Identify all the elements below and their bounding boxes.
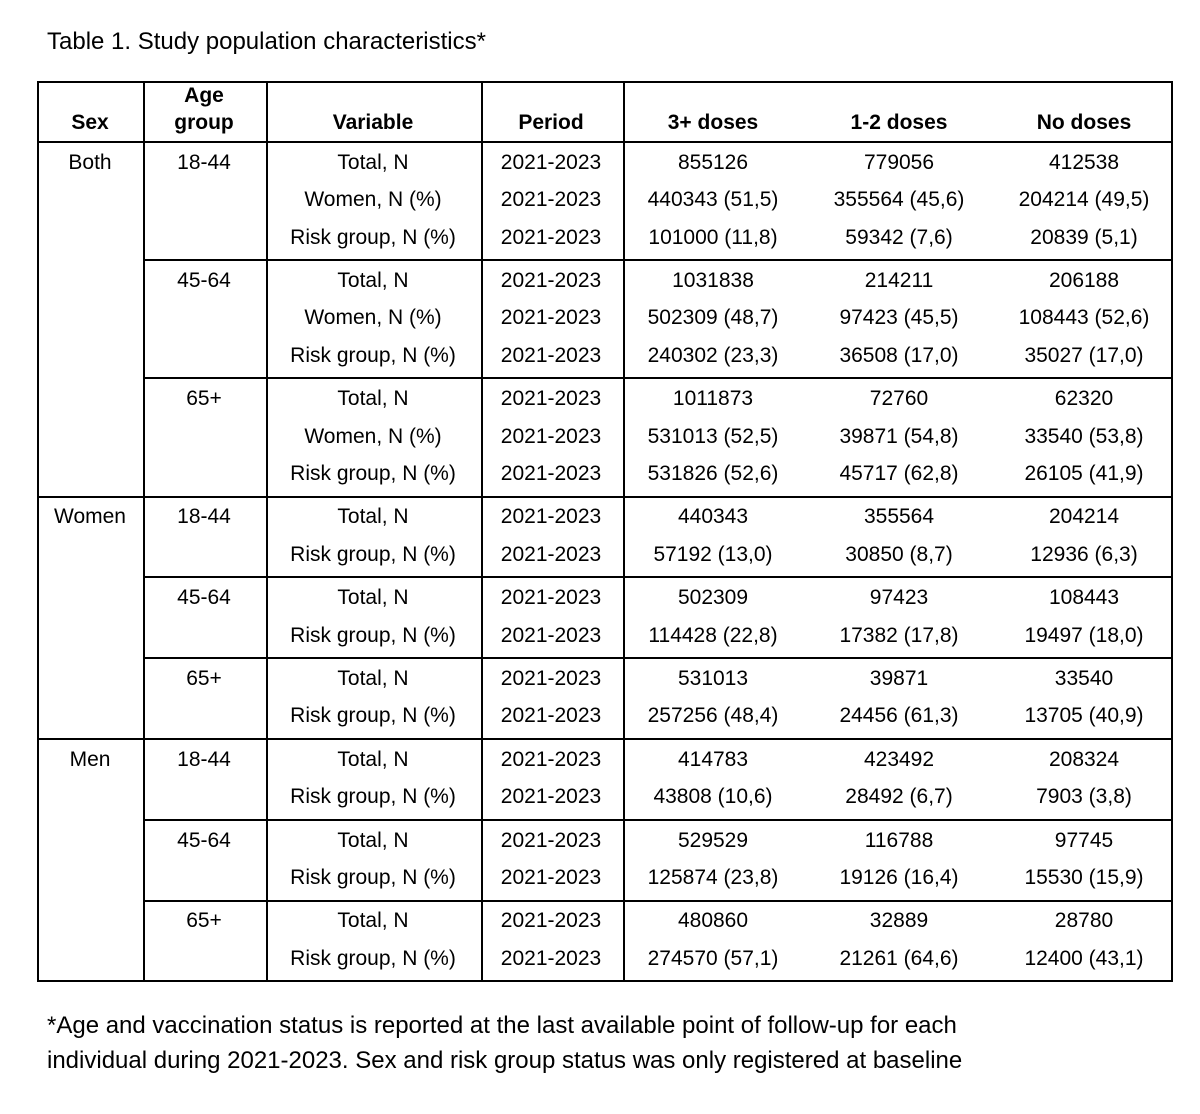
row-divider <box>143 819 1173 821</box>
cell-1-2-doses: 19126 (16,4) <box>839 865 959 889</box>
cell-3plus-doses: 529529 <box>677 828 749 852</box>
cell-3plus-doses: 1011873 <box>672 387 754 411</box>
cell-1-2-doses: 45717 (62,8) <box>839 461 959 485</box>
cell-no-doses: 12936 (6,3) <box>1030 542 1138 566</box>
cell-3plus-doses: 257256 (48,4) <box>647 704 779 728</box>
cell-no-doses: 204214 (49,5) <box>1018 188 1150 212</box>
cell-no-doses: 26105 (41,9) <box>1024 461 1144 485</box>
column-divider <box>143 81 145 982</box>
cell-no-doses: 412538 <box>1048 150 1120 174</box>
footnote <box>47 1008 1167 1078</box>
cell-variable: Total, N <box>337 150 409 174</box>
cell-no-doses: 15530 (15,9) <box>1024 865 1144 889</box>
cell-variable: Risk group, N (%) <box>290 343 456 367</box>
cell-variable: Total, N <box>337 586 409 610</box>
cell-1-2-doses: 28492 (6,7) <box>845 785 953 809</box>
cell-1-2-doses: 423492 <box>863 747 935 771</box>
age-group-label: 45-64 <box>177 268 231 292</box>
cell-1-2-doses: 72760 <box>869 387 929 411</box>
cell-1-2-doses: 116788 <box>864 828 934 852</box>
cell-3plus-doses: 440343 (51,5) <box>647 188 779 212</box>
cell-period: 2021-2023 <box>500 747 602 771</box>
cell-variable: Total, N <box>337 828 409 852</box>
cell-3plus-doses: 440343 <box>677 505 749 529</box>
table-title: Table 1. Study population characteristics* <box>47 28 486 55</box>
cell-period: 2021-2023 <box>500 623 602 647</box>
header-3plus-doses: 3+ doses <box>667 111 759 134</box>
age-group-label: 18-44 <box>177 150 231 174</box>
age-group-label: 45-64 <box>177 828 231 852</box>
cell-period: 2021-2023 <box>500 704 602 728</box>
cell-variable: Women, N (%) <box>304 424 442 448</box>
cell-period: 2021-2023 <box>500 666 602 690</box>
age-group-label: 65+ <box>186 387 222 411</box>
cell-3plus-doses: 114428 (22,8) <box>648 623 778 647</box>
cell-no-doses: 206188 <box>1048 268 1120 292</box>
cell-1-2-doses: 39871 (54,8) <box>839 424 959 448</box>
age-group-label: 18-44 <box>177 747 231 771</box>
table-top-border <box>37 81 1173 83</box>
cell-1-2-doses: 36508 (17,0) <box>839 343 959 367</box>
sex-label: Both <box>68 150 112 174</box>
row-divider <box>37 141 1173 143</box>
cell-1-2-doses: 59342 (7,6) <box>845 225 953 249</box>
cell-no-doses: 20839 (5,1) <box>1030 225 1138 249</box>
age-group-label: 18-44 <box>177 505 231 529</box>
cell-3plus-doses: 1031838 <box>672 268 754 292</box>
cell-variable: Total, N <box>337 268 409 292</box>
header-1-2-doses: 1-2 doses <box>850 111 948 134</box>
cell-1-2-doses: 30850 (8,7) <box>845 542 953 566</box>
cell-3plus-doses: 531013 (52,5) <box>647 424 779 448</box>
cell-no-doses: 208324 <box>1048 747 1120 771</box>
cell-no-doses: 62320 <box>1054 387 1114 411</box>
cell-variable: Women, N (%) <box>304 306 442 330</box>
header-no-doses: No doses <box>1036 111 1132 134</box>
cell-3plus-doses: 531826 (52,6) <box>647 461 779 485</box>
header-period: Period <box>518 111 584 134</box>
cell-no-doses: 108443 <box>1048 586 1120 610</box>
cell-3plus-doses: 531013 <box>677 666 749 690</box>
cell-3plus-doses: 414783 <box>677 747 749 771</box>
cell-variable: Risk group, N (%) <box>290 623 456 647</box>
sex-label: Men <box>69 747 111 771</box>
age-group-label: 65+ <box>186 909 222 933</box>
cell-period: 2021-2023 <box>500 461 602 485</box>
row-divider <box>143 900 1173 902</box>
cell-no-doses: 108443 (52,6) <box>1018 306 1150 330</box>
header-sex: Sex <box>71 111 109 134</box>
cell-3plus-doses: 502309 <box>677 586 749 610</box>
cell-no-doses: 19497 (18,0) <box>1024 623 1144 647</box>
cell-3plus-doses: 101000 (11,8) <box>648 225 778 249</box>
cell-3plus-doses: 57192 (13,0) <box>653 542 773 566</box>
cell-1-2-doses: 24456 (61,3) <box>839 704 959 728</box>
population-table <box>37 81 1173 982</box>
footnote-line-1: *Age and vaccination status is reported at the last available point of follow-up for each <box>47 1012 957 1039</box>
cell-variable: Risk group, N (%) <box>290 704 456 728</box>
cell-period: 2021-2023 <box>500 505 602 529</box>
cell-1-2-doses: 97423 (45,5) <box>839 306 959 330</box>
cell-period: 2021-2023 <box>500 268 602 292</box>
cell-period: 2021-2023 <box>500 150 602 174</box>
column-divider <box>1171 81 1173 982</box>
cell-variable: Risk group, N (%) <box>290 461 456 485</box>
cell-period: 2021-2023 <box>500 306 602 330</box>
cell-1-2-doses: 21261 (64,6) <box>839 946 959 970</box>
cell-period: 2021-2023 <box>500 387 602 411</box>
header-variable: Variable <box>332 111 414 134</box>
cell-variable: Total, N <box>337 666 409 690</box>
cell-variable: Risk group, N (%) <box>290 785 456 809</box>
column-divider <box>37 81 39 982</box>
cell-3plus-doses: 502309 (48,7) <box>647 306 779 330</box>
cell-period: 2021-2023 <box>500 542 602 566</box>
header-age-line-1: Age <box>184 84 224 107</box>
cell-1-2-doses: 355564 <box>863 505 935 529</box>
cell-period: 2021-2023 <box>500 828 602 852</box>
cell-variable: Total, N <box>337 505 409 529</box>
table-bottom-border <box>37 980 1173 982</box>
row-divider <box>37 738 1173 740</box>
cell-1-2-doses: 32889 <box>869 909 929 933</box>
cell-1-2-doses: 17382 (17,8) <box>839 623 959 647</box>
cell-variable: Total, N <box>337 387 409 411</box>
cell-no-doses: 204214 <box>1048 505 1120 529</box>
cell-variable: Risk group, N (%) <box>290 225 456 249</box>
row-divider <box>143 377 1173 379</box>
cell-variable: Total, N <box>337 747 409 771</box>
cell-period: 2021-2023 <box>500 909 602 933</box>
column-divider <box>481 81 483 982</box>
age-group-label: 65+ <box>186 666 222 690</box>
row-divider <box>143 576 1173 578</box>
cell-3plus-doses: 240302 (23,3) <box>647 343 779 367</box>
cell-no-doses: 97745 <box>1054 828 1114 852</box>
sex-label: Women <box>54 505 126 529</box>
cell-3plus-doses: 43808 (10,6) <box>653 785 773 809</box>
cell-no-doses: 35027 (17,0) <box>1024 343 1144 367</box>
cell-no-doses: 33540 <box>1054 666 1114 690</box>
cell-no-doses: 7903 (3,8) <box>1036 785 1132 809</box>
footnote-line-2: individual during 2021-2023. Sex and risk group status was only registered at baseline <box>47 1047 963 1074</box>
column-divider <box>623 81 625 982</box>
cell-period: 2021-2023 <box>500 188 602 212</box>
cell-period: 2021-2023 <box>500 785 602 809</box>
cell-period: 2021-2023 <box>500 586 602 610</box>
column-divider <box>266 81 268 982</box>
cell-period: 2021-2023 <box>500 424 602 448</box>
row-divider <box>143 657 1173 659</box>
cell-1-2-doses: 214211 <box>864 268 934 292</box>
cell-3plus-doses: 274570 (57,1) <box>647 946 779 970</box>
cell-3plus-doses: 855126 <box>677 150 749 174</box>
cell-variable: Women, N (%) <box>304 188 442 212</box>
cell-no-doses: 13705 (40,9) <box>1024 704 1144 728</box>
cell-period: 2021-2023 <box>500 865 602 889</box>
row-divider <box>37 496 1173 498</box>
age-group-label: 45-64 <box>177 586 231 610</box>
row-divider <box>143 259 1173 261</box>
cell-variable: Total, N <box>337 909 409 933</box>
cell-no-doses: 33540 (53,8) <box>1024 424 1144 448</box>
cell-3plus-doses: 125874 (23,8) <box>647 865 779 889</box>
cell-no-doses: 12400 (43,1) <box>1024 946 1144 970</box>
cell-period: 2021-2023 <box>500 946 602 970</box>
cell-1-2-doses: 355564 (45,6) <box>833 188 965 212</box>
cell-variable: Risk group, N (%) <box>290 946 456 970</box>
cell-no-doses: 28780 <box>1054 909 1114 933</box>
cell-variable: Risk group, N (%) <box>290 865 456 889</box>
cell-1-2-doses: 97423 <box>869 586 929 610</box>
header-age-line-2: group <box>174 111 234 134</box>
cell-3plus-doses: 480860 <box>677 909 749 933</box>
cell-1-2-doses: 779056 <box>863 150 935 174</box>
cell-variable: Risk group, N (%) <box>290 542 456 566</box>
cell-period: 2021-2023 <box>500 225 602 249</box>
cell-1-2-doses: 39871 <box>869 666 929 690</box>
cell-period: 2021-2023 <box>500 343 602 367</box>
